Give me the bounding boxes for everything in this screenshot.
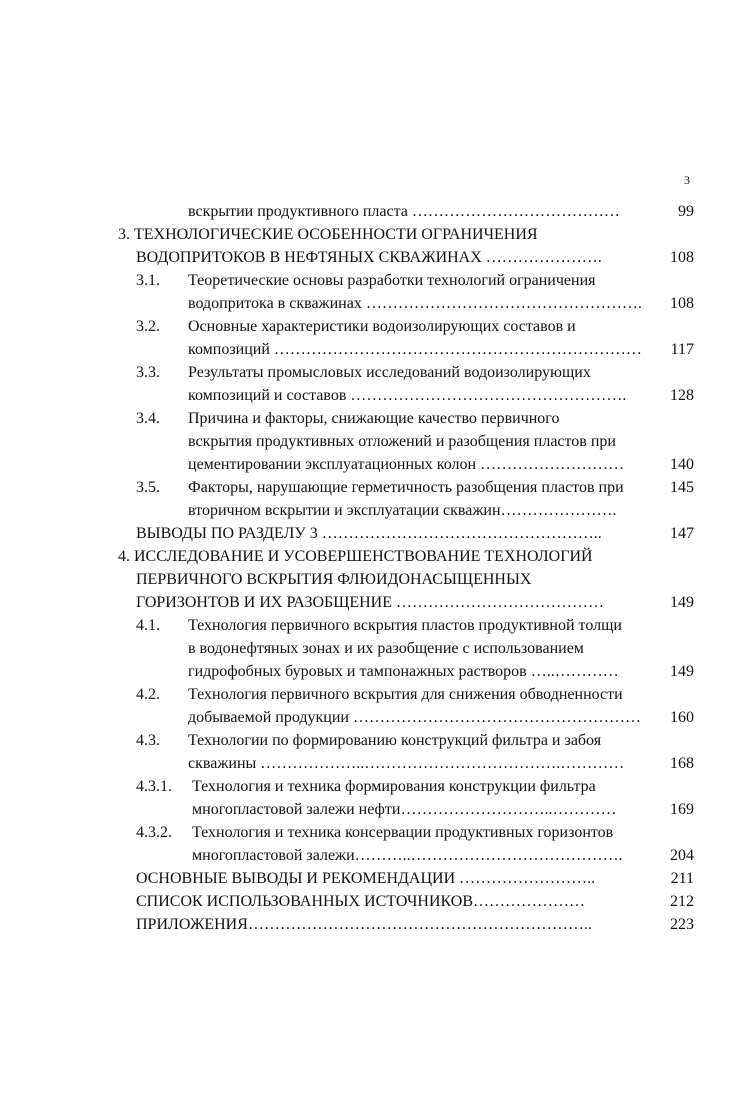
toc-line: многопластовой залежи нефти………………………..………… [192, 801, 617, 818]
toc-line: Технология и техника формирования конструкции фильтра [192, 778, 596, 795]
toc-line: водопритока в скважинах ……………………………………………. [188, 295, 642, 312]
toc-section-number: 3.4. [136, 410, 160, 427]
toc-line: в водонефтяных зонах и их разобщение с использованием [188, 640, 584, 657]
toc-line: цементировании эксплуатационных колон ……………………… [188, 456, 625, 473]
toc-page-number: 108 [670, 295, 694, 312]
toc-page-number: 169 [670, 801, 694, 818]
toc-line: скважины ………………..……………………………….………… [188, 755, 625, 772]
toc-section-number: 3.5. [136, 479, 160, 496]
toc-final-section: СПИСОК ИСПОЛЬЗОВАННЫХ ИСТОЧНИКОВ………………… [136, 893, 586, 910]
toc-line: Технология первичного вскрытия пластов продуктивной толщи [188, 617, 622, 634]
toc-line: Результаты промысловых исследований водоизолирующих [188, 364, 591, 381]
toc-line: вскрытии продуктивного пласта ………………………………… [188, 203, 620, 220]
toc-page-number: 149 [670, 663, 694, 680]
toc-line: Причина и факторы, снижающие качество первичного [188, 410, 560, 427]
toc-section-number: 4.3.1. [136, 778, 172, 795]
toc-page-number: 149 [670, 594, 694, 611]
toc-chapter-heading: ВОДОПРИТОКОВ В НЕФТЯНЫХ СКВАЖИНАХ …………………. [136, 249, 602, 266]
toc-chapter-heading: 3. ТЕХНОЛОГИЧЕСКИЕ ОСОБЕННОСТИ ОГРАНИЧЕНИЯ [118, 226, 538, 243]
toc-line: вторичном вскрытии и эксплуатации скважин…………………. [188, 502, 617, 519]
toc-chapter-heading: ГОРИЗОНТОВ И ИХ РАЗОБЩЕНИЕ ………………………………… [136, 594, 604, 611]
toc-page-number: 108 [670, 249, 694, 266]
toc-line: гидрофобных буровых и тампонажных растворов …..………… [188, 663, 619, 680]
toc-line: многопластовой залежи………..…………………………………. [192, 847, 623, 864]
toc-section-number: 4.2. [136, 686, 160, 703]
toc-page-number: 145 [670, 479, 694, 496]
toc-section-number: 4.1. [136, 617, 160, 634]
toc-chapter-heading: 4. ИССЛЕДОВАНИЕ И УСОВЕРШЕНСТВОВАНИЕ ТЕХНОЛОГИЙ [118, 548, 593, 565]
toc-page-number: 160 [670, 709, 694, 726]
page-number: 3 [684, 173, 690, 187]
toc-page-number: 128 [670, 387, 694, 404]
toc-line: Основные характеристики водоизолирующих составов и [188, 318, 576, 335]
toc-line: Теоретические основы разработки технологий ограничения [188, 272, 596, 289]
toc-line: вскрытия продуктивных отложений и разобщения пластов при [188, 433, 616, 450]
toc-page-number: 140 [670, 456, 694, 473]
toc-line: Технологии по формированию конструкций фильтра и забоя [188, 732, 602, 749]
toc-section-number: 4.3.2. [136, 824, 172, 841]
toc-section-number: 3.2. [136, 318, 160, 335]
toc-section-number: 3.3. [136, 364, 160, 381]
toc-section-number: 4.3. [136, 732, 160, 749]
toc-page-number: 99 [678, 203, 694, 220]
toc-line: добываемой продукции ……………………………………………… [188, 709, 641, 726]
toc-page-number: 117 [670, 341, 694, 358]
toc-page-number: 147 [670, 525, 694, 542]
toc-line: Технология первичного вскрытия для снижения обводненности [188, 686, 623, 703]
toc-page-number: 223 [670, 916, 694, 933]
toc-line: композиций и составов ……………………………………………. [188, 387, 627, 404]
toc-chapter-heading: ПЕРВИЧНОГО ВСКРЫТИЯ ФЛЮИДОНАСЫЩЕННЫХ [136, 571, 532, 588]
toc-final-section: ОСНОВНЫЕ ВЫВОДЫ И РЕКОМЕНДАЦИИ …………………….. [136, 870, 596, 887]
toc-page-number: 212 [670, 893, 694, 910]
toc-page-number: 168 [670, 755, 694, 772]
toc-final-section: ПРИЛОЖЕНИЯ……………………………………………………….. [136, 916, 592, 933]
toc-line: Факторы, нарушающие герметичность разобщения пластов при [188, 479, 624, 496]
toc-page-number: 204 [670, 847, 694, 864]
toc-line: Технология и техника консервации продуктивных горизонтов [192, 824, 614, 841]
toc-section-number: 3.1. [136, 272, 160, 289]
toc-conclusions-line: ВЫВОДЫ ПО РАЗДЕЛУ 3 …………………………………………….. [136, 525, 602, 542]
toc-page-number: 211 [670, 870, 694, 887]
toc-line: композиций …………………………………………………………… [188, 341, 642, 358]
